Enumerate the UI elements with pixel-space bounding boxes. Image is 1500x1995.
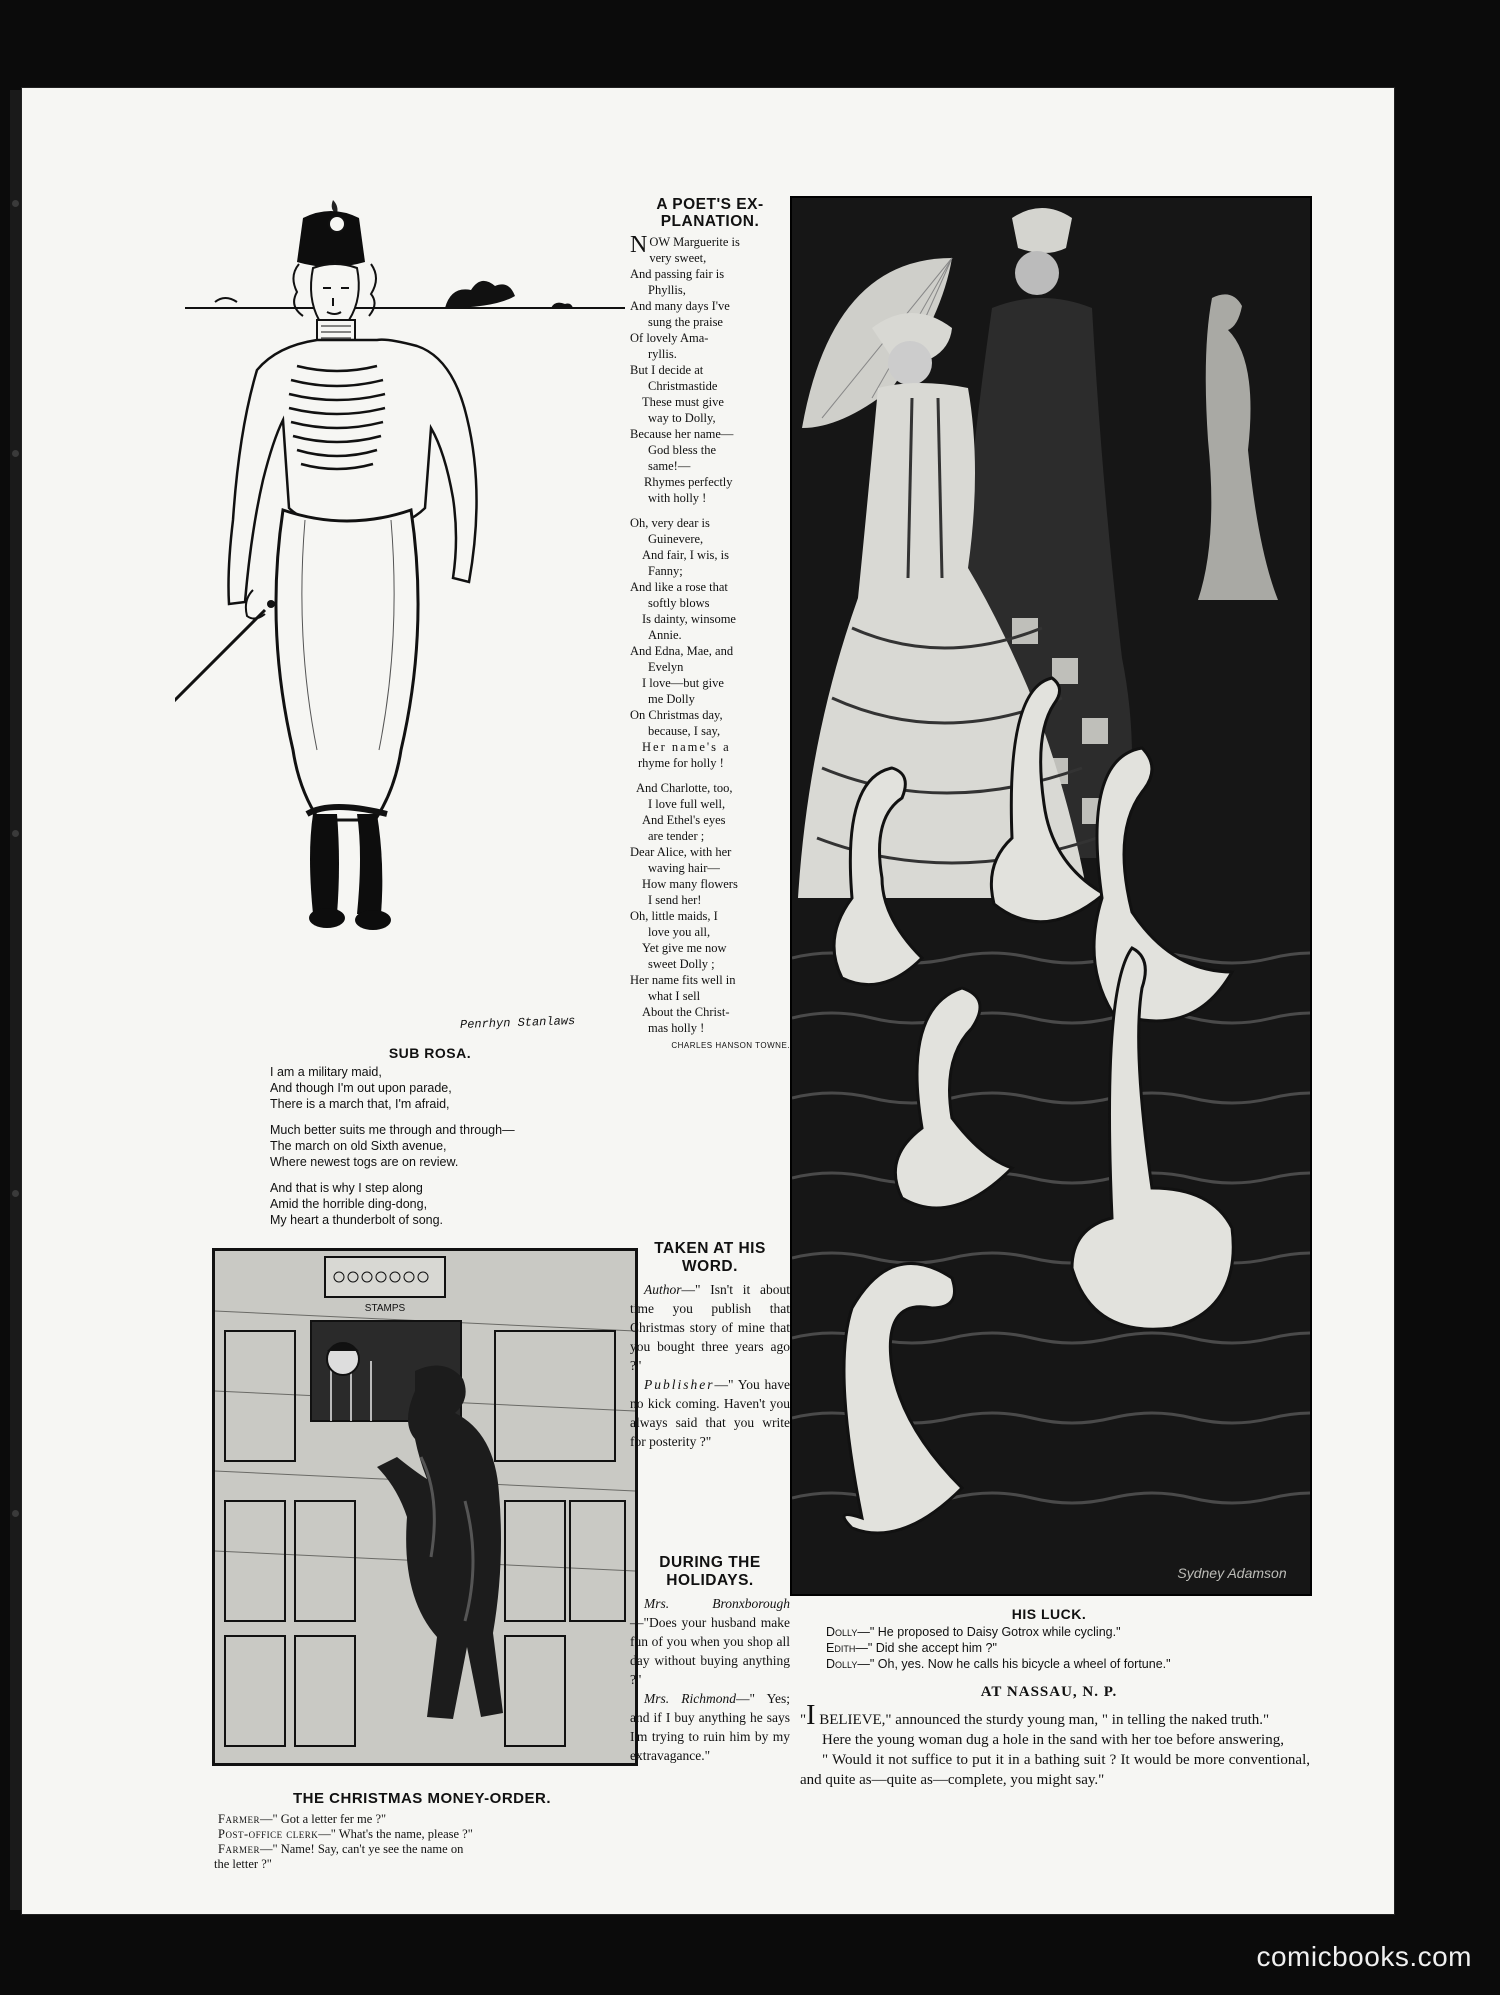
poem-stanza-3 bbox=[630, 780, 790, 1054]
post-office-window-illustration bbox=[212, 1248, 638, 1766]
dialog-line bbox=[630, 1375, 790, 1451]
title-line: A POET'S EX- bbox=[656, 196, 764, 213]
poem-line: OW Marguerite is bbox=[649, 235, 740, 249]
dialog-text: —" Did she accept him ?" bbox=[855, 1641, 997, 1655]
poem-line: My heart a thunderbolt of song. bbox=[270, 1213, 444, 1227]
poem-line: Christmastide bbox=[648, 379, 718, 393]
stamps-sign-text: STAMPS bbox=[364, 1303, 406, 1314]
poem-line: Of lovely Ama- bbox=[630, 331, 709, 345]
poem-line: way to Dolly, bbox=[648, 411, 716, 425]
poem-line: Rhymes perfectly bbox=[644, 475, 733, 489]
sub-rosa-stanza-3 bbox=[270, 1180, 590, 1228]
poem-line: sweet Dolly ; bbox=[648, 957, 715, 971]
poets-explanation-poem bbox=[630, 234, 790, 1063]
artist-signature-stanlaws: Penrhyn Stanlaws bbox=[459, 1013, 576, 1033]
poem-stanza-2 bbox=[630, 515, 790, 771]
poem-line: ryllis. bbox=[648, 347, 677, 361]
speaker-label: Dolly bbox=[826, 1657, 858, 1671]
dialog-text: —" What's the name, please ?" bbox=[318, 1827, 473, 1841]
speaker-label: Dolly bbox=[826, 1625, 858, 1639]
taken-at-his-word-title bbox=[630, 1240, 790, 1276]
dialog-line bbox=[630, 1280, 790, 1375]
at-nassau-title: AT NASSAU, N. P. bbox=[980, 1684, 1118, 1700]
paragraph: " Would it not suffice to put it in a bathing suit ? It would be more conventional, and quite as—quite as—complete, you might say." bbox=[800, 1752, 1310, 1788]
speaker-label: Publisher bbox=[644, 1377, 715, 1392]
title-line: WORD. bbox=[682, 1258, 738, 1275]
poem-line: Yet give me now bbox=[642, 941, 727, 955]
dialog-line bbox=[630, 1594, 790, 1689]
poem-line: sung the praise bbox=[648, 315, 723, 329]
poem-line: mas holly ! bbox=[648, 1021, 705, 1035]
dialog-continuation: the letter ?" bbox=[214, 1857, 272, 1871]
poem-line: Much better suits me through and through— bbox=[270, 1123, 515, 1137]
speaker-label: Mrs. Bronxborough bbox=[644, 1596, 790, 1611]
sub-rosa-stanza-2 bbox=[270, 1122, 590, 1170]
dialog-line-3 bbox=[826, 1656, 1296, 1672]
paragraph: Here the young woman dug a hole in the sand with her toe before answering, bbox=[822, 1732, 1284, 1748]
speaker-label: Farmer bbox=[218, 1812, 260, 1826]
poem-line: Her name's a bbox=[642, 740, 731, 754]
dialog-line-3 bbox=[218, 1842, 630, 1857]
poem-line: God bless the bbox=[648, 443, 717, 457]
artist-signature-adamson: Sydney Adamson bbox=[1177, 1565, 1287, 1581]
title-line: TAKEN AT HIS bbox=[654, 1240, 766, 1257]
dialog-line-2 bbox=[826, 1640, 1296, 1656]
poem-line: Evelyn bbox=[648, 660, 684, 674]
dialog-line-2 bbox=[218, 1827, 630, 1842]
dialog-line-1 bbox=[218, 1812, 630, 1827]
poem-line: Phyllis, bbox=[648, 283, 686, 297]
at-nassau-text bbox=[800, 1700, 1310, 1790]
author-credit: CHARLES HANSON TOWNE. bbox=[671, 1041, 790, 1050]
dialog-line-1 bbox=[826, 1624, 1296, 1640]
poem-line: same!— bbox=[648, 459, 691, 473]
dialog-text: —"Does your husband make fun of you when you shop all day without buying anything ?" bbox=[630, 1615, 790, 1687]
poem-line: How many flowers bbox=[642, 877, 738, 891]
poem-line: Guinevere, bbox=[648, 532, 704, 546]
poem-line: very sweet, bbox=[649, 251, 707, 265]
poem-line: And like a rose that bbox=[630, 580, 728, 594]
dialog-text: —" Name! Say, can't ye see the name on bbox=[259, 1842, 464, 1856]
poem-line: And Edna, Mae, and bbox=[630, 644, 734, 658]
poem-line: Her name fits well in bbox=[630, 973, 736, 987]
speaker-label: Edith bbox=[826, 1641, 856, 1655]
poem-line: Oh, very dear is bbox=[630, 516, 710, 530]
poem-line: And many days I've bbox=[630, 299, 730, 313]
poem-line: I am a military maid, bbox=[270, 1065, 382, 1079]
during-the-holidays-title bbox=[630, 1554, 790, 1590]
poem-line: And that is why I step along bbox=[270, 1181, 423, 1195]
open-quote: " bbox=[800, 1712, 807, 1728]
his-luck-title: HIS LUCK. bbox=[1011, 1606, 1087, 1622]
poem-line: I love full well, bbox=[648, 797, 726, 811]
dialog-text: —" Got a letter fer me ?" bbox=[259, 1812, 387, 1826]
poem-line: love you all, bbox=[648, 925, 711, 939]
poem-line: And Charlotte, too, bbox=[636, 781, 733, 795]
dialog-text: —" Isn't it about time you publish that Christmas story of mine that you bought three years ago ?" bbox=[630, 1282, 790, 1373]
during-the-holidays-text bbox=[630, 1594, 790, 1765]
poem-line: I send her! bbox=[648, 893, 702, 907]
poem-line: On Christmas day, bbox=[630, 708, 723, 722]
poem-line: Is dainty, winsome bbox=[642, 612, 736, 626]
poem-line: Where newest togs are on review. bbox=[270, 1155, 459, 1169]
poets-explanation-title bbox=[630, 196, 790, 230]
drop-cap: N bbox=[630, 232, 648, 258]
poem-line: About the Christ- bbox=[642, 1005, 730, 1019]
poem-line: waving hair— bbox=[648, 861, 720, 875]
poem-line: Oh, little maids, I bbox=[630, 909, 718, 923]
poem-line: I love—but give bbox=[642, 676, 724, 690]
dialog-line bbox=[630, 1689, 790, 1765]
women-feeding-swans-illustration bbox=[790, 196, 1312, 1596]
poem-line: Annie. bbox=[648, 628, 682, 642]
poem-line: And passing fair is bbox=[630, 267, 725, 281]
poem-line: with holly ! bbox=[648, 491, 707, 505]
dialog-text: —" He proposed to Daisy Gotrox while cycling." bbox=[857, 1625, 1121, 1639]
site-watermark: comicbooks.com bbox=[1256, 1941, 1472, 1972]
poem-line: me Dolly bbox=[648, 692, 695, 706]
title-line: HOLIDAYS. bbox=[666, 1572, 754, 1589]
money-order-dialog bbox=[214, 1812, 630, 1872]
speaker-label: Post-office clerk bbox=[218, 1827, 319, 1841]
title-line: DURING THE bbox=[659, 1554, 761, 1571]
paragraph-text: BELIEVE," announced the sturdy young man, " in telling the naked truth." bbox=[815, 1712, 1270, 1728]
hussar-woman-illustration bbox=[175, 190, 635, 950]
poem-line: Fanny; bbox=[648, 564, 683, 578]
drop-cap: I bbox=[806, 1700, 816, 1731]
poem-line: rhyme for holly ! bbox=[638, 756, 724, 770]
poem-line: Amid the horrible ding-dong, bbox=[270, 1197, 428, 1211]
poem-line: And though I'm out upon parade, bbox=[270, 1081, 452, 1095]
poem-line: These must give bbox=[642, 395, 724, 409]
dialog-text: —" Oh, yes. Now he calls his bicycle a wheel of fortune." bbox=[857, 1657, 1171, 1671]
speaker-label: Author bbox=[644, 1282, 682, 1297]
sub-rosa-poem bbox=[270, 1064, 590, 1238]
his-luck-dialog bbox=[826, 1624, 1296, 1672]
poem-line: Because her name— bbox=[630, 427, 734, 441]
poem-line: But I decide at bbox=[630, 363, 704, 377]
poem-line: are tender ; bbox=[648, 829, 705, 843]
money-order-title: THE CHRISTMAS MONEY-ORDER. bbox=[292, 1790, 551, 1807]
binding-gutter bbox=[10, 90, 22, 1910]
paragraph bbox=[800, 1700, 1310, 1731]
dialog-text: —" Yes; and if I buy anything he says I'm trying to ruin him by my extravagance." bbox=[630, 1691, 790, 1763]
poem-stanza-1 bbox=[630, 234, 790, 506]
speaker-label: Mrs. Richmond bbox=[644, 1691, 736, 1706]
poem-line: softly blows bbox=[648, 596, 710, 610]
taken-at-his-word-text bbox=[630, 1280, 790, 1451]
sub-rosa-stanza-1 bbox=[270, 1064, 590, 1112]
poem-line: And fair, I wis, is bbox=[642, 548, 729, 562]
title-line: PLANATION. bbox=[660, 213, 760, 230]
poem-line: The march on old Sixth avenue, bbox=[270, 1139, 447, 1153]
poem-line: because, I say, bbox=[648, 724, 721, 738]
poem-line: There is a march that, I'm afraid, bbox=[270, 1097, 450, 1111]
sub-rosa-title: SUB ROSA. bbox=[388, 1045, 472, 1061]
poem-line: Dear Alice, with her bbox=[630, 845, 732, 859]
speaker-label: Farmer bbox=[218, 1842, 260, 1856]
poem-line: what I sell bbox=[648, 989, 701, 1003]
poem-line: And Ethel's eyes bbox=[642, 813, 726, 827]
dialog-text: —" You have no kick coming. Haven't you always said that you write for posterity ?" bbox=[630, 1377, 790, 1449]
